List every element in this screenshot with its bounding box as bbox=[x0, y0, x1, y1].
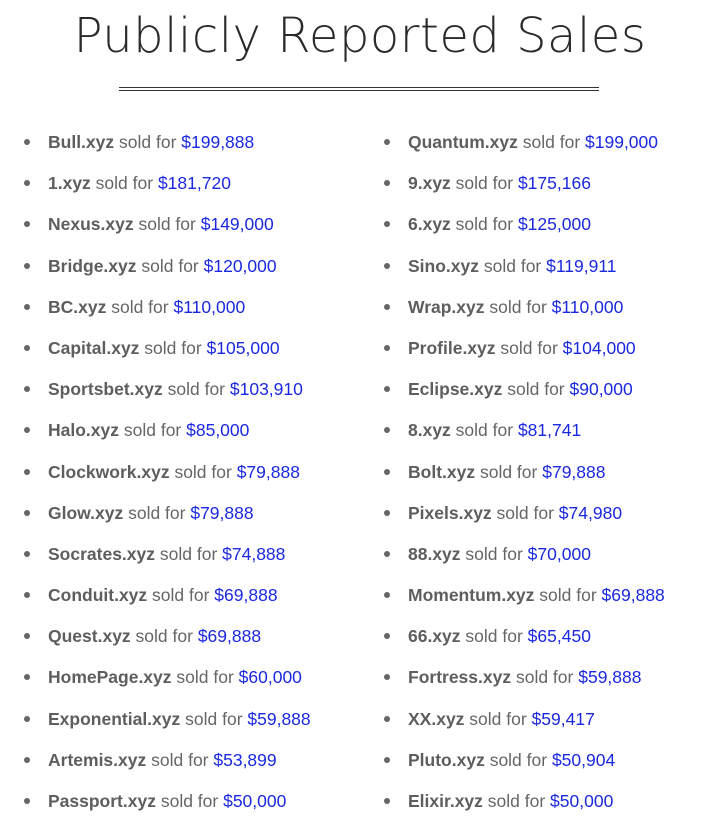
sale-price: $69,888 bbox=[197, 626, 262, 647]
sale-text bbox=[408, 248, 617, 284]
sale-price: $105,000 bbox=[206, 337, 280, 358]
sale-price: $59,888 bbox=[247, 708, 311, 729]
sale-price: $110,000 bbox=[173, 296, 246, 317]
sale-item bbox=[24, 742, 311, 783]
sale-price: $79,888 bbox=[190, 502, 254, 523]
sale-text bbox=[408, 742, 615, 778]
sale-price: $79,888 bbox=[236, 461, 300, 482]
sold-for-text: sold for bbox=[123, 502, 191, 523]
bullet-icon bbox=[24, 304, 30, 310]
bullet-icon bbox=[24, 757, 30, 763]
domain-name: Capital.xyz bbox=[48, 337, 140, 358]
bullet-icon bbox=[384, 180, 390, 186]
sale-item bbox=[24, 330, 311, 371]
sale-item bbox=[384, 701, 665, 742]
bullet-icon bbox=[24, 633, 30, 639]
sale-price: $110,000 bbox=[551, 296, 624, 317]
sale-price: $60,000 bbox=[238, 667, 302, 688]
sold-for-text: sold for bbox=[502, 379, 570, 400]
sold-for-text: sold for bbox=[146, 749, 214, 770]
sale-price: $70,000 bbox=[527, 543, 591, 564]
sale-text bbox=[48, 289, 245, 325]
domain-name: Pixels.xyz bbox=[408, 502, 492, 523]
domain-name: 8.xyz bbox=[408, 420, 451, 441]
sale-text bbox=[408, 124, 658, 160]
sale-item bbox=[24, 289, 311, 330]
sold-for-text: sold for bbox=[162, 379, 230, 400]
domain-name: Artemis.xyz bbox=[48, 749, 147, 770]
sale-text bbox=[48, 495, 254, 531]
domain-name: Conduit.xyz bbox=[48, 585, 148, 606]
bullet-icon bbox=[24, 345, 30, 351]
domain-name: Momentum.xyz bbox=[408, 585, 535, 606]
sales-list-right bbox=[384, 124, 665, 824]
sale-price: $74,980 bbox=[558, 502, 623, 523]
sale-price: $119,911 bbox=[546, 255, 617, 276]
sold-for-text: sold for bbox=[114, 132, 182, 152]
sale-item bbox=[384, 618, 665, 659]
domain-name: Wrap.xyz bbox=[408, 296, 485, 317]
sale-text bbox=[48, 454, 300, 490]
domain-name: 9.xyz bbox=[408, 173, 451, 194]
bullet-icon bbox=[384, 469, 390, 475]
bullet-icon bbox=[384, 592, 390, 598]
sale-item bbox=[24, 495, 311, 536]
bullet-icon bbox=[24, 386, 30, 392]
sale-text bbox=[48, 330, 280, 366]
sale-item bbox=[384, 536, 665, 577]
sale-text bbox=[48, 577, 278, 613]
sold-for-text: sold for bbox=[484, 749, 552, 770]
sale-price: $79,888 bbox=[542, 461, 606, 482]
sale-item bbox=[24, 124, 311, 165]
sale-price: $74,888 bbox=[222, 543, 286, 564]
sale-price: $69,888 bbox=[214, 585, 278, 606]
domain-name: HomePage.xyz bbox=[48, 667, 172, 688]
domain-name: 1.xyz bbox=[48, 173, 91, 194]
sale-text bbox=[408, 412, 581, 448]
sold-for-text: sold for bbox=[511, 667, 579, 688]
domain-name: Bridge.xyz bbox=[48, 255, 137, 276]
bullet-icon bbox=[24, 427, 30, 433]
sale-text bbox=[48, 742, 277, 778]
sale-price: $90,000 bbox=[569, 379, 633, 400]
bullet-icon bbox=[384, 304, 390, 310]
sale-item bbox=[384, 454, 665, 495]
sale-item bbox=[384, 577, 665, 618]
sale-text bbox=[408, 536, 591, 572]
bullet-icon bbox=[384, 551, 390, 557]
sale-item bbox=[24, 248, 311, 289]
sale-text bbox=[408, 495, 622, 531]
sold-for-text: sold for bbox=[460, 626, 528, 647]
domain-name: 88.xyz bbox=[408, 543, 461, 564]
sales-list-left bbox=[24, 124, 311, 824]
sold-for-text: sold for bbox=[450, 214, 518, 235]
page-title: Publicly Reported Sales bbox=[73, 8, 647, 64]
domain-name: Sportsbet.xyz bbox=[48, 379, 163, 400]
sale-text bbox=[48, 206, 274, 242]
sold-for-text: sold for bbox=[106, 296, 174, 317]
bullet-icon bbox=[384, 345, 390, 351]
sale-text bbox=[408, 289, 623, 325]
sale-item bbox=[384, 124, 665, 165]
sale-item bbox=[24, 165, 311, 206]
bullet-icon bbox=[24, 180, 30, 186]
sold-for-text: sold for bbox=[460, 543, 528, 564]
domain-name: 66.xyz bbox=[408, 626, 461, 647]
sale-item bbox=[384, 495, 665, 536]
sale-item bbox=[384, 248, 665, 289]
sold-for-text: sold for bbox=[155, 791, 224, 811]
domain-name: Quantum.xyz bbox=[408, 132, 518, 152]
sale-item bbox=[384, 783, 665, 824]
bullet-icon bbox=[24, 798, 30, 804]
bullet-icon bbox=[384, 139, 390, 145]
sold-for-text: sold for bbox=[534, 585, 602, 606]
sale-text bbox=[48, 412, 249, 448]
domain-name: Halo.xyz bbox=[48, 420, 119, 441]
sale-item bbox=[24, 659, 311, 700]
domain-name: Nexus.xyz bbox=[48, 214, 134, 235]
sale-text bbox=[48, 536, 285, 572]
sale-item bbox=[24, 701, 311, 742]
sale-text bbox=[408, 783, 613, 819]
sale-price: $104,000 bbox=[562, 337, 636, 358]
sale-text bbox=[48, 659, 302, 695]
sale-text bbox=[48, 124, 254, 160]
bullet-icon bbox=[24, 551, 30, 557]
sold-for-text: sold for bbox=[479, 255, 547, 276]
domain-name: Passport.xyz bbox=[48, 791, 156, 811]
sale-item bbox=[384, 289, 665, 330]
sale-price: $199,000 bbox=[585, 132, 659, 152]
sold-for-text: sold for bbox=[139, 337, 207, 358]
sale-price: $199,888 bbox=[181, 132, 255, 152]
sold-for-text: sold for bbox=[133, 214, 201, 235]
sale-price: $85,000 bbox=[186, 420, 250, 441]
sale-price: $181,720 bbox=[157, 173, 231, 194]
domain-name: Clockwork.xyz bbox=[48, 461, 170, 482]
sold-for-text: sold for bbox=[517, 132, 586, 152]
sold-for-text: sold for bbox=[491, 502, 559, 523]
domain-name: Elixir.xyz bbox=[408, 791, 483, 811]
sale-price: $50,904 bbox=[551, 749, 616, 770]
bullet-icon bbox=[384, 757, 390, 763]
sale-price: $149,000 bbox=[200, 214, 274, 235]
bullet-icon bbox=[384, 427, 390, 433]
bullet-icon bbox=[384, 798, 390, 804]
sale-text bbox=[408, 330, 636, 366]
sale-text bbox=[408, 165, 591, 201]
sale-price: $69,888 bbox=[601, 585, 665, 606]
sold-for-text: sold for bbox=[130, 626, 198, 647]
bullet-icon bbox=[24, 469, 30, 475]
sold-for-text: sold for bbox=[90, 173, 158, 194]
domain-name: Profile.xyz bbox=[408, 337, 496, 358]
sale-item bbox=[24, 783, 311, 824]
domain-name: Glow.xyz bbox=[48, 502, 124, 523]
bullet-icon bbox=[384, 510, 390, 516]
sale-item bbox=[384, 742, 665, 783]
sale-item bbox=[384, 659, 665, 700]
sale-price: $120,000 bbox=[203, 255, 277, 276]
bullet-icon bbox=[24, 592, 30, 598]
sale-text bbox=[48, 371, 303, 407]
domain-name: BC.xyz bbox=[48, 296, 107, 317]
sold-for-text: sold for bbox=[484, 296, 552, 317]
domain-name: Eclipse.xyz bbox=[408, 379, 503, 400]
sold-for-text: sold for bbox=[180, 708, 248, 729]
bullet-icon bbox=[24, 263, 30, 269]
bullet-icon bbox=[384, 263, 390, 269]
sale-item bbox=[384, 412, 665, 453]
sold-for-text: sold for bbox=[136, 255, 204, 276]
title-divider bbox=[119, 87, 599, 91]
sale-text bbox=[48, 783, 286, 819]
sale-item bbox=[24, 371, 311, 412]
sale-price: $65,450 bbox=[527, 626, 591, 647]
sale-item bbox=[384, 206, 665, 247]
sale-text bbox=[408, 206, 591, 242]
domain-name: Bolt.xyz bbox=[408, 461, 476, 482]
sold-for-text: sold for bbox=[475, 461, 543, 482]
domain-name: Exponential.xyz bbox=[48, 708, 181, 729]
sold-for-text: sold for bbox=[147, 585, 215, 606]
sale-price: $59,888 bbox=[578, 667, 642, 688]
bullet-icon bbox=[384, 716, 390, 722]
sold-for-text: sold for bbox=[169, 461, 237, 482]
bullet-icon bbox=[24, 510, 30, 516]
sale-text bbox=[408, 371, 633, 407]
sale-text bbox=[408, 659, 642, 695]
sale-item bbox=[24, 536, 311, 577]
sold-for-text: sold for bbox=[171, 667, 239, 688]
bullet-icon bbox=[384, 633, 390, 639]
domain-name: Pluto.xyz bbox=[408, 749, 485, 770]
sale-item bbox=[384, 165, 665, 206]
sale-price: $81,741 bbox=[517, 420, 582, 441]
sale-price: $50,000 bbox=[223, 791, 287, 811]
bullet-icon bbox=[384, 221, 390, 227]
sale-item bbox=[24, 454, 311, 495]
sale-text bbox=[408, 618, 591, 654]
sale-item bbox=[24, 412, 311, 453]
sold-for-text: sold for bbox=[482, 791, 551, 811]
domain-name: Fortress.xyz bbox=[408, 667, 512, 688]
sale-price: $125,000 bbox=[517, 214, 591, 235]
bullet-icon bbox=[384, 386, 390, 392]
domain-name: Quest.xyz bbox=[48, 626, 131, 647]
bullet-icon bbox=[24, 716, 30, 722]
domain-name: Socrates.xyz bbox=[48, 543, 156, 564]
sold-for-text: sold for bbox=[450, 173, 518, 194]
sold-for-text: sold for bbox=[464, 708, 532, 729]
sale-price: $53,899 bbox=[213, 749, 277, 770]
bullet-icon bbox=[384, 674, 390, 680]
sale-price: $59,417 bbox=[531, 708, 595, 729]
sold-for-text: sold for bbox=[119, 420, 187, 441]
sale-price: $175,166 bbox=[517, 173, 591, 194]
bullet-icon bbox=[24, 674, 30, 680]
sale-item bbox=[384, 330, 665, 371]
sale-text bbox=[408, 701, 595, 737]
sold-for-text: sold for bbox=[155, 543, 223, 564]
domain-name: Sino.xyz bbox=[408, 255, 479, 276]
domain-name: Bull.xyz bbox=[48, 132, 115, 152]
domain-name: 6.xyz bbox=[408, 214, 451, 235]
sale-text bbox=[48, 248, 277, 284]
sold-for-text: sold for bbox=[450, 420, 518, 441]
sale-price: $103,910 bbox=[229, 379, 303, 400]
sale-price: $50,000 bbox=[550, 791, 614, 811]
sale-text bbox=[48, 165, 231, 201]
sale-text bbox=[408, 454, 606, 490]
sold-for-text: sold for bbox=[495, 337, 563, 358]
sale-item bbox=[24, 618, 311, 659]
sale-item bbox=[24, 206, 311, 247]
domain-name: XX.xyz bbox=[408, 708, 465, 729]
sale-item bbox=[384, 371, 665, 412]
bullet-icon bbox=[24, 221, 30, 227]
bullet-icon bbox=[24, 139, 30, 145]
sale-text bbox=[408, 577, 665, 613]
sale-text bbox=[48, 618, 261, 654]
sale-text bbox=[48, 701, 311, 737]
sale-item bbox=[24, 577, 311, 618]
